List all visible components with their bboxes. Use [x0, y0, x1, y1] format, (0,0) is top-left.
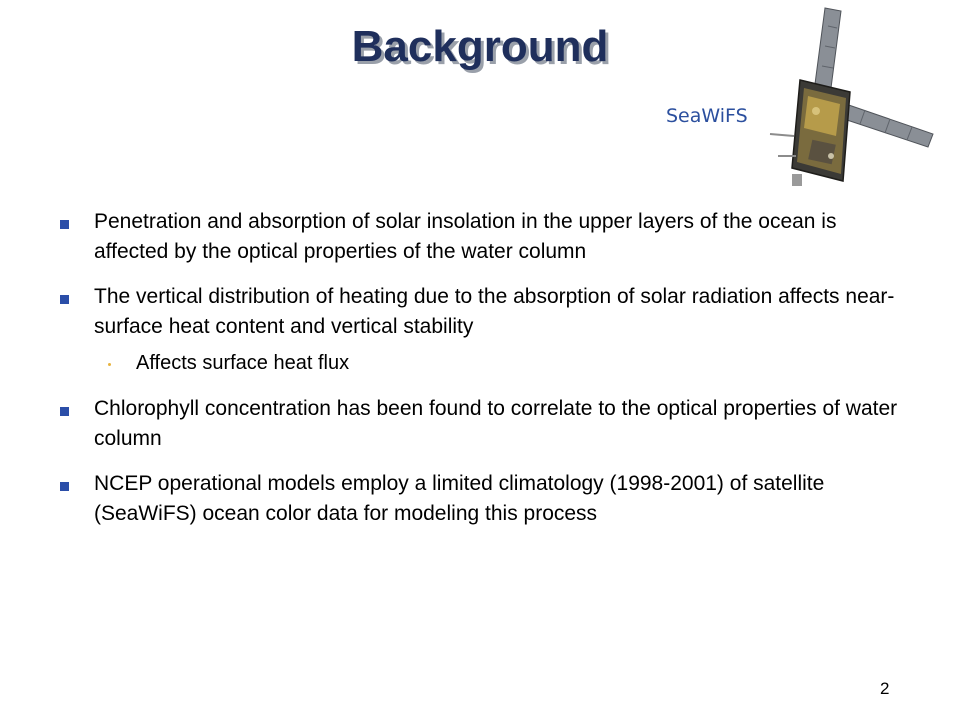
bullet-text: NCEP operational models employ a limited climatology (1998-2001) of satellite (SeaWiFS) ocean color data for modeling this process	[94, 472, 825, 525]
bullet-item	[58, 282, 908, 342]
bullet-item	[58, 469, 908, 529]
satellite-label: SeaWiFS	[666, 105, 748, 127]
bullet-item	[58, 394, 908, 454]
page-number: 2	[880, 679, 890, 698]
seawifs-satellite-image	[700, 6, 940, 192]
bullet-item	[58, 207, 908, 267]
square-bullet-icon	[60, 407, 69, 416]
bullet-text: The vertical distribution of heating due to the absorption of solar radiation affects near-surface heat content and vertical stability	[94, 285, 895, 338]
dot-bullet-icon	[108, 363, 111, 366]
slide-title: Background	[351, 22, 609, 71]
bullet-text: Chlorophyll concentration has been found to correlate to the optical properties of water column	[94, 397, 898, 450]
square-bullet-icon	[60, 482, 69, 491]
square-bullet-icon	[60, 295, 69, 304]
bullet-list	[58, 207, 908, 544]
sub-bullet-item	[58, 349, 908, 377]
sub-bullet-text: Affects surface heat flux	[136, 352, 350, 374]
square-bullet-icon	[60, 220, 69, 229]
bullet-text: Penetration and absorption of solar insolation in the upper layers of the ocean is affected by the optical properties of the water column	[94, 210, 837, 263]
